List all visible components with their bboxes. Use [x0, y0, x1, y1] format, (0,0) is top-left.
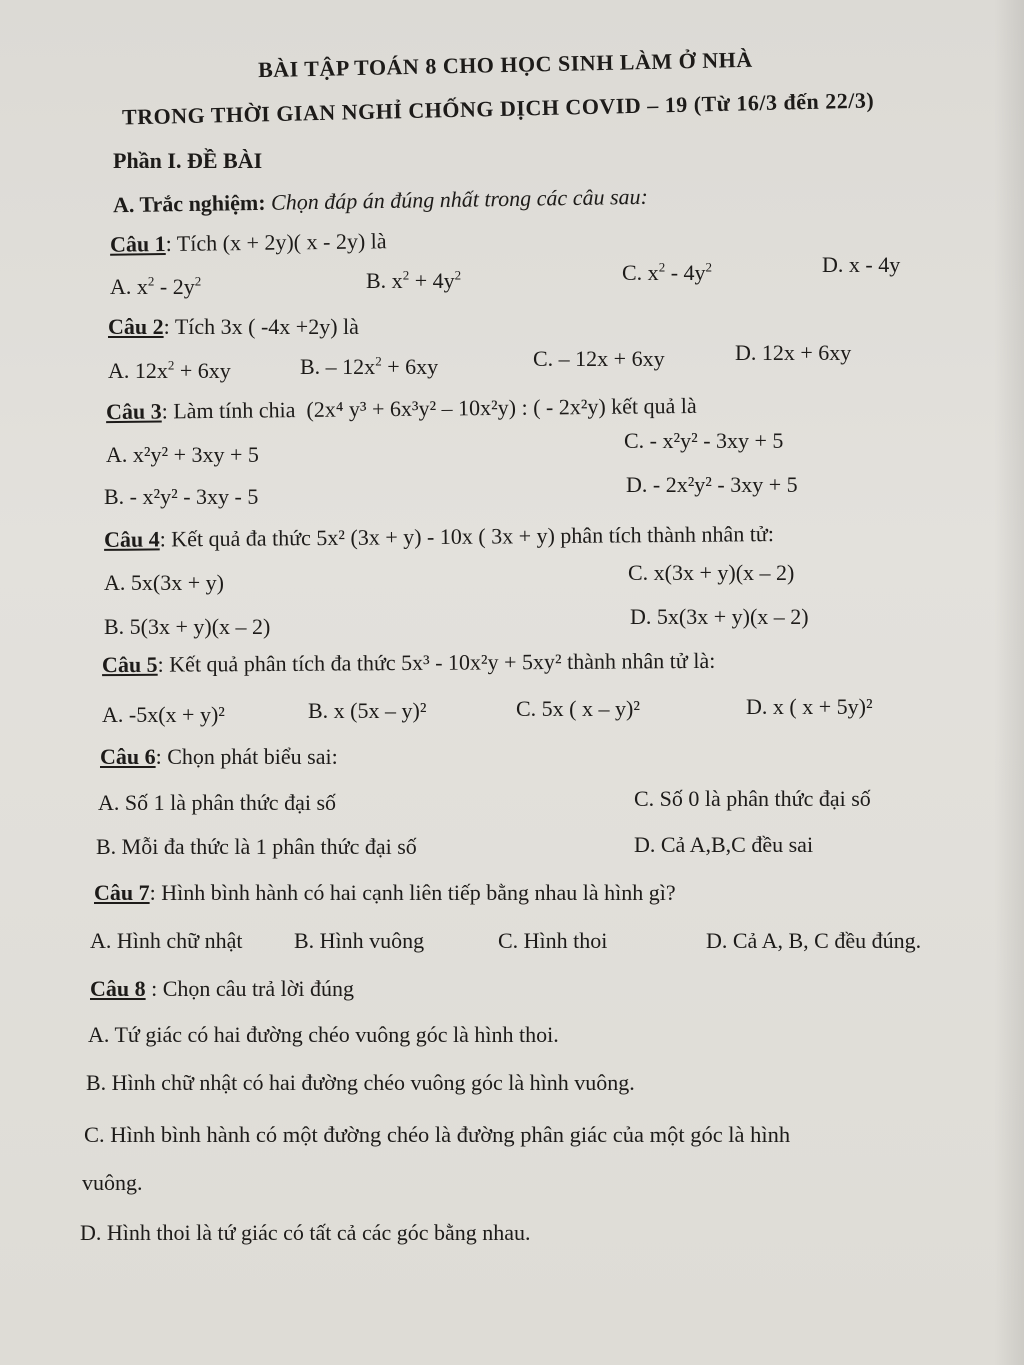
section-a-heading	[113, 184, 648, 218]
question-6-label: Câu 6	[100, 744, 156, 769]
q5-option-a: A. -5x(x + y)²	[102, 702, 225, 727]
section-a-label: A. Trắc nghiệm:	[112, 189, 266, 218]
q7-option-d: D. Cả A, B, C đều đúng.	[706, 928, 922, 953]
q1-option-a: A. $x^2 - 2y^2$	[110, 273, 202, 299]
q1-option-d: D. x - 4y	[822, 252, 901, 277]
q7-option-c: C. Hình thoi	[498, 928, 608, 953]
header-subtitle: TRONG THỜI GIAN NGHỈ CHỐNG DỊCH COVID – 19 (Từ 16/3 đến 22/3)	[121, 87, 875, 130]
question-3	[106, 393, 697, 425]
question-8-text: : Chọn câu trả lời đúng	[145, 976, 355, 1001]
question-8-label: Câu 8	[90, 976, 146, 1001]
question-1-text: : Tích (x + 2y)( x - 2y) là	[165, 228, 387, 257]
question-7-label: Câu 7	[94, 880, 150, 905]
q3-option-c: C. - x²y² - 3xy + 5	[624, 428, 784, 453]
q8-option-d: D. Hình thoi là tứ giác có tất cả các góc bằng nhau.	[80, 1220, 531, 1245]
question-1-label: Câu 1	[109, 231, 166, 257]
q8-option-a: A. Tứ giác có hai đường chéo vuông góc là hình thoi.	[88, 1022, 559, 1047]
part-heading: Phần I. ĐỀ BÀI	[113, 148, 263, 173]
q3-option-b: B. - x²y² - 3xy - 5	[104, 484, 259, 509]
question-1	[110, 228, 387, 257]
question-3-text: : Làm tính chia	[161, 397, 296, 424]
question-5	[102, 648, 715, 678]
q6-option-c: C. Số 0 là phân thức đại số	[634, 786, 871, 811]
q1-option-b: B. $x^2 + 4y^2$	[366, 267, 462, 293]
question-6	[100, 744, 338, 770]
question-2-text: : Tích 3x ( -4x +2y) là	[163, 314, 359, 339]
question-6-text: : Chọn phát biểu sai:	[155, 744, 338, 769]
question-3-expression: (2x⁴ y³ + 6x³y² – 10x²y) : ( - 2x²y) kết quả là	[306, 392, 697, 422]
section-a-instruction: Chọn đáp án đúng nhất trong các câu sau:	[270, 183, 649, 215]
question-5-label: Câu 5	[101, 651, 158, 678]
question-4	[104, 521, 774, 553]
question-4-label: Câu 4	[103, 526, 160, 552]
q2-option-b: B. – $12x^2 + 6xy$	[300, 353, 439, 379]
q6-option-a: A. Số 1 là phân thức đại số	[98, 790, 337, 815]
question-4-text: : Kết quả đa thức 5x² (3x + y) - 10x ( 3x + y) phân tích thành nhân tử:	[159, 521, 775, 552]
q4-option-c: C. x(3x + y)(x – 2)	[628, 560, 795, 585]
q8-option-b: B. Hình chữ nhật có hai đường chéo vuông góc là hình vuông.	[86, 1070, 635, 1095]
page-shadow	[994, 0, 1024, 1365]
q7-option-b: B. Hình vuông	[294, 928, 425, 953]
q6-option-d: D. Cả A,B,C đều sai	[634, 832, 814, 857]
question-7-text: : Hình bình hành có hai cạnh liên tiếp bằng nhau là hình gì?	[149, 880, 676, 905]
q5-option-b: B. x (5x – y)²	[308, 698, 427, 723]
q2-option-c: C. – 12x + 6xy	[533, 346, 665, 371]
question-2-label: Câu 2	[108, 314, 164, 339]
question-2	[108, 314, 359, 340]
question-8	[90, 976, 354, 1002]
q2-option-d: D. 12x + 6xy	[735, 340, 852, 365]
q6-option-b: B. Mỗi đa thức là 1 phân thức đại số	[96, 834, 417, 859]
q7-option-a: A. Hình chữ nhật	[90, 928, 243, 953]
q3-option-d: D. - 2x²y² - 3xy + 5	[626, 472, 798, 497]
q4-option-b: B. 5(3x + y)(x – 2)	[104, 614, 271, 639]
question-3-label: Câu 3	[105, 398, 162, 425]
q4-option-a: A. 5x(3x + y)	[104, 570, 224, 595]
question-7	[94, 880, 676, 906]
q8-option-c: C. Hình bình hành có một đường chéo là đường phân giác của một góc là hình	[84, 1122, 791, 1147]
q5-option-c: C. 5x ( x – y)²	[516, 696, 640, 721]
q4-option-d: D. 5x(3x + y)(x – 2)	[630, 604, 809, 629]
header-title: BÀI TẬP TOÁN 8 CHO HỌC SINH LÀM Ở NHÀ	[257, 46, 753, 83]
q1-option-c: C. $x^2 - 4y^2$	[622, 259, 713, 285]
q8-option-c-continued: vuông.	[82, 1170, 143, 1195]
q5-option-d: D. x ( x + 5y)²	[746, 694, 873, 719]
q3-option-a: A. x²y² + 3xy + 5	[106, 442, 259, 467]
q2-option-a: A. $12x^2 + 6xy$	[108, 357, 231, 383]
question-5-text: : Kết quả phân tích đa thức 5x³ - 10x²y + 5xy² thành nhân tử là:	[157, 647, 716, 677]
